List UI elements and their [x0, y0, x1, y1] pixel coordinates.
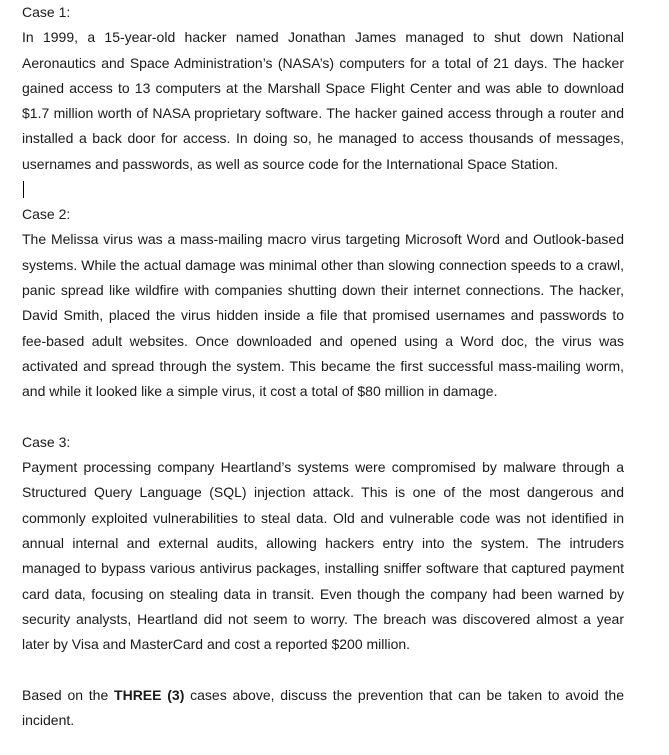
- document-page: [22, 0, 624, 733]
- case-3: [22, 430, 624, 658]
- blank-line: [22, 657, 624, 682]
- text-cursor[interactable]: [23, 181, 24, 198]
- blank-line: [22, 404, 624, 429]
- question-paragraph: [22, 683, 624, 734]
- case-2-body: The Melissa virus was a mass-mailing macro virus targeting Microsoft Word and Outlook-based systems. While the actual damage was minimal other than slowing connection speeds to a crawl, panic spread like wildfire with companies shutting down their internet connections. The hacker, David Smith, placed the virus hidden inside a file that promised usernames and passwords to fee-based adult websites. Once downloaded and opened using a Word doc, the virus was activated and spread through the system. This became the first successful mass-mailing worm, and while it looked like a simple virus, it cost a total of $80 million in damage.: [22, 231, 624, 400]
- case-1-heading: Case 1:: [22, 4, 71, 20]
- case-2-heading: Case 2:: [22, 206, 71, 223]
- case-1-body: In 1999, a 15-year-old hacker named Jonathan James managed to shut down National Aeronautics and Space Administration’s (NASA’s) computers for a total of 21 days. The hacker gained access to 13 computers at the Marshall Space Flight Center and was able to download $1.7 million worth of NASA proprietary software. The hacker gained access through a router and installed a back door for access. In doing so, he managed to access thousands of messages, usernames and passwords, as well as source code for the International Space Station.: [22, 29, 624, 172]
- case-3-body: Payment processing company Heartland’s systems were compromised by malware through a Structured Query Language (SQL) injection attack. This is one of the most dangerous and commonly exploited vulnerabilities to steal data. Old and vulnerable code was not identified in annual internal and external audits, allowing hackers entry into the system. The intruders managed to bypass various antivirus packages, installing sniffer software that captured payment card data, focusing on stealing data in transit. Even though the company had been warned by security analysts, Heartland did not seem to worry. The breach was discovered almost a year later by Visa and MasterCard and cost a reported $200 million.: [22, 459, 624, 653]
- question-prefix: Based on the: [22, 686, 115, 703]
- case-3-heading: Case 3:: [22, 433, 71, 450]
- case-2: [22, 202, 624, 404]
- case-1: [22, 0, 624, 177]
- question-emphasis: THREE (3): [114, 686, 185, 703]
- question-suffix: cases above, discuss the prevention that can be taken to avoid the incident.: [22, 686, 625, 729]
